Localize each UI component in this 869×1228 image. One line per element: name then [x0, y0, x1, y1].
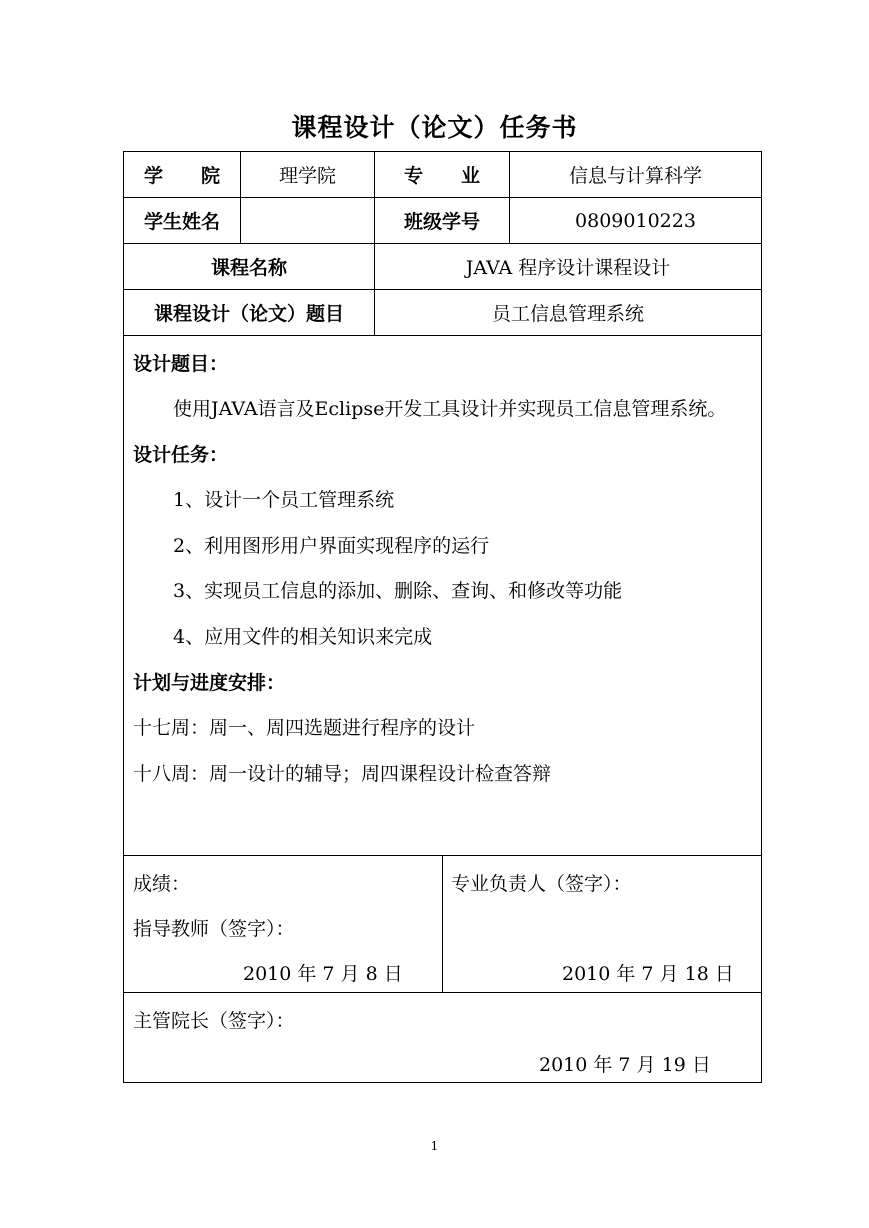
course-name-label: 课程名称: [210, 257, 287, 279]
task-item: 4、应用文件的相关知识来完成: [173, 626, 433, 648]
schedule-item: 十七周：周一、周四选题进行程序的设计: [133, 717, 476, 739]
college-label: 学 院: [144, 165, 220, 187]
dean-signature-label: 主管院长（签字）：: [133, 1010, 295, 1032]
major-head-date: 2010 年 7 月 18 日: [562, 963, 734, 985]
student-name-label: 学生姓名: [143, 211, 220, 233]
major-head-signature-label: 专业负责人（签字）：: [451, 873, 632, 895]
design-tasks-heading: 设计任务：: [133, 444, 229, 466]
document-title: 课程设计（论文）任务书: [291, 113, 578, 142]
student-name-value: [241, 198, 374, 243]
task-item: 2、利用图形用户界面实现程序的运行: [173, 535, 490, 557]
advisor-date: 2010 年 7 月 8 日: [243, 963, 403, 985]
design-topic-text: 使用JAVA语言及Eclipse开发工具设计并实现员工信息管理系统。: [173, 398, 727, 420]
task-item: 3、实现员工信息的添加、删除、查询、和修改等功能: [173, 580, 623, 602]
row-divider: [124, 992, 761, 993]
college-value: 理学院: [278, 165, 336, 187]
task-form-table: [123, 151, 762, 1083]
topic-value: 员工信息管理系统: [491, 303, 644, 325]
column-divider: [442, 855, 443, 992]
major-label: 专 业: [404, 165, 480, 187]
schedule-item: 十八周：周一设计的辅导；周四课程设计检查答辩: [133, 763, 552, 785]
row-divider: [124, 335, 761, 336]
grade-label: 成绩：: [133, 873, 191, 895]
class-id-label: 班级学号: [403, 211, 480, 233]
advisor-signature-label: 指导教师（签字）：: [133, 918, 295, 940]
dean-date: 2010 年 7 月 19 日: [539, 1054, 711, 1076]
major-value: 信息与计算科学: [568, 165, 702, 187]
class-id-value: 0809010223: [575, 209, 696, 232]
topic-label: 课程设计（论文）题目: [153, 303, 344, 325]
task-item: 1、设计一个员工管理系统: [173, 489, 395, 511]
page-number: 1: [430, 1139, 439, 1153]
design-topic-heading: 设计题目：: [133, 353, 229, 375]
course-name-value: JAVA 程序设计课程设计: [465, 257, 671, 279]
schedule-heading: 计划与进度安排：: [133, 672, 286, 694]
